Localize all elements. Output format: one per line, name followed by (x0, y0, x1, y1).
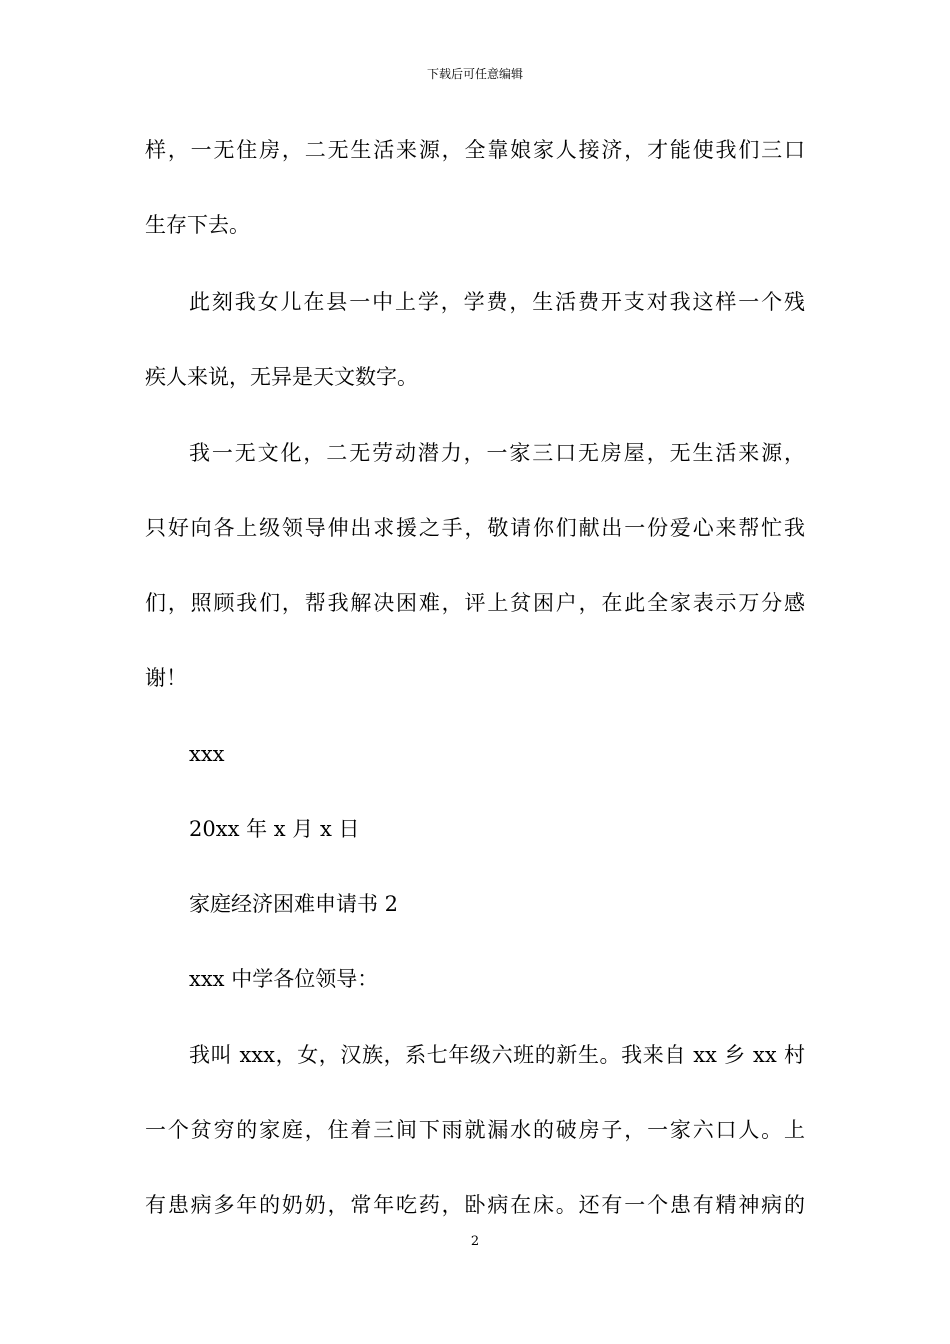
body-line-4: 疾人来说，无异是天文数字。 (145, 365, 418, 389)
body-line-5: 我一无文化，二无劳动潜力，一家三口无房屋，无生活来源， (189, 441, 805, 465)
page-header: 下载后可任意编辑 (426, 67, 523, 81)
body-line-14: 一个贫穷的家庭，住着三间下雨就漏水的破房子，一家六口人。上 (145, 1118, 805, 1142)
body-line-8: 谢！ (145, 666, 187, 690)
salutation: xxx 中学各位领导： (189, 967, 379, 991)
body-line-6: 只好向各上级领导伸出求援之手，敬请你们献出一份爱心来帮忙我 (145, 516, 805, 540)
page-number: 2 (470, 1234, 480, 1249)
body-line-15: 有患病多年的奶奶，常年吃药，卧病在床。还有一个患有精神病的 (145, 1193, 805, 1217)
signature-name: xxx (189, 742, 225, 766)
body-line-1: 样，一无住房，二无生活来源，全靠娘家人接济，才能使我们三口 (145, 138, 805, 162)
body-line-13: 我叫 xxx，女，汉族，系七年级六班的新生。我来自 xx 乡 xx 村 (189, 1043, 805, 1067)
body-line-7: 们，照顾我们，帮我解决困难，评上贫困户，在此全家表示万分感 (145, 591, 805, 615)
section-title: 家庭经济困难申请书 2 (189, 892, 399, 916)
signature-date: 20xx 年 x 月 x 日 (189, 817, 360, 841)
body-line-3: 此刻我女儿在县一中上学，学费，生活费开支对我这样一个残 (189, 290, 805, 314)
body-line-2: 生存下去。 (145, 213, 250, 237)
